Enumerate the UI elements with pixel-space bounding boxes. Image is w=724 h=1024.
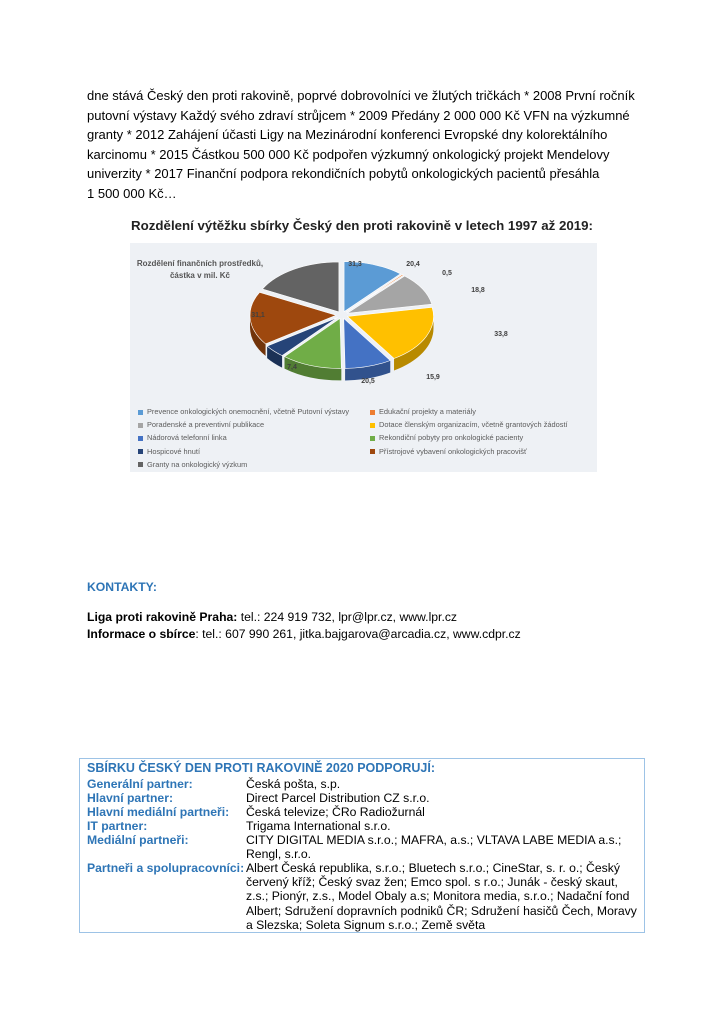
legend-label: Hospicové hnutí — [147, 446, 200, 456]
legend-item — [138, 459, 370, 471]
sponsor-label: Partneři a spolupracovníci: — [87, 861, 245, 875]
legend-swatch — [138, 462, 143, 467]
legend-item — [138, 419, 370, 431]
paragraph-line: putovní výstavy Každý svého zdraví strůjcem * 2009 Předány 2 000 000 Kč VFN na výzkumné — [87, 107, 630, 123]
contacts-title: KONTAKTY: — [87, 580, 157, 594]
pie-chart — [130, 243, 597, 472]
contact-label: Informace o sbírce — [87, 627, 196, 641]
sponsor-value: Česká televize; ČRo Radiožurnál — [246, 805, 425, 819]
sponsor-row — [87, 777, 639, 791]
contact-text: tel.: 224 919 732, lpr@lpr.cz, www.lpr.cz — [237, 610, 458, 624]
sponsor-label: Hlavní mediální partneři: — [87, 805, 230, 819]
legend-label: Prevence onkologických onemocnění, včetně Putovní výstavy — [147, 407, 350, 416]
legend-swatch — [138, 449, 143, 454]
contact-label: Liga proti rakovině Praha: — [87, 610, 238, 624]
sponsor-row — [87, 805, 639, 819]
paragraph-line: karcinomu * 2015 Částkou 500 000 Kč podpořen výzkumný onkologický projekt Mendelovy — [87, 146, 610, 162]
legend-item — [370, 446, 593, 458]
pie-data-label: 31,3 — [348, 261, 362, 268]
paragraph-line: granty * 2012 Zahájení účasti Ligy na Mezinárodní konferenci Evropské dny kolorektálního — [87, 127, 608, 142]
legend-label: Nádorová telefonní linka — [147, 433, 227, 443]
chart-heading: Rozdělení výtěžku sbírky Český den proti rakovině v letech 1997 až 2019: — [131, 218, 593, 233]
pie-data-label: 0,5 — [442, 270, 452, 277]
legend-item — [370, 419, 593, 431]
legend-swatch — [370, 410, 375, 415]
sponsor-label: Mediální partneři: — [87, 833, 189, 847]
legend-swatch — [370, 449, 375, 454]
sponsors-title: SBÍRKU ČESKÝ DEN PROTI RAKOVINĚ 2020 PODPORUJÍ: — [87, 761, 435, 775]
legend-swatch — [138, 436, 143, 441]
legend-item — [370, 432, 593, 444]
history-paragraph — [87, 86, 639, 203]
pie-data-label: 20,4 — [406, 261, 420, 268]
legend-label: Přístrojové vybavení onkologických pracovišť — [379, 446, 527, 456]
sponsor-value: Direct Parcel Distribution CZ s.r.o. — [246, 791, 430, 805]
sponsor-row — [87, 833, 639, 861]
pie-data-label: 18,8 — [471, 287, 485, 294]
contact-lpr — [87, 610, 457, 624]
pie-data-label: 33,8 — [494, 331, 508, 338]
sponsor-label: Hlavní partner: — [87, 791, 174, 805]
sponsor-label: IT partner: — [87, 819, 148, 833]
paragraph-line: 1 500 000 Kč… — [87, 185, 177, 201]
legend-swatch — [370, 423, 375, 428]
pie-data-label: 7,4 — [287, 364, 297, 371]
contact-text: : tel.: 607 990 261, jitka.bajgarova@arcadia.cz, www.cdpr.cz — [195, 627, 521, 641]
legend-item — [138, 432, 370, 444]
sponsor-value: CITY DIGITAL MEDIA s.r.o.; MAFRA, a.s.; VLTAVA LABE MEDIA a.s.; Rengl, s.r.o. — [246, 833, 622, 862]
pie-data-label: 15,9 — [426, 374, 440, 381]
pie-chart-canvas — [130, 243, 597, 406]
contact-collection — [87, 627, 521, 641]
paragraph-line: dne stává Český den proti rakovině, poprvé dobrovolníci ve žlutých tričkách * 2008 První ročník — [87, 88, 635, 103]
sponsors-box — [79, 758, 645, 933]
legend-item — [138, 406, 370, 418]
legend-label: Dotace členským organizacím, včetně grantových žádostí — [379, 420, 568, 430]
chart-title-line: Rozdělení finančních prostředků, — [136, 259, 264, 268]
chart-title-line: částka v mil. Kč — [169, 271, 231, 280]
legend-swatch — [138, 423, 143, 428]
sponsor-row — [87, 861, 639, 932]
legend-label: Granty na onkologický výzkum — [147, 459, 248, 469]
sponsor-label: Generální partner: — [87, 777, 193, 791]
legend-swatch — [370, 436, 375, 441]
sponsor-row — [87, 819, 639, 833]
legend-item — [370, 406, 593, 418]
legend-swatch — [138, 410, 143, 415]
legend-label: Rekondiční pobyty pro onkologické pacienty — [379, 433, 524, 443]
sponsor-value: Trigama International s.r.o. — [246, 819, 391, 833]
chart-legend — [138, 406, 593, 471]
pie-data-label: 31,1 — [251, 312, 265, 319]
pie-data-label: 20,5 — [361, 378, 375, 385]
sponsor-row — [87, 791, 639, 805]
sponsor-value: Česká pošta, s.p. — [246, 777, 341, 791]
sponsor-value: Albert Česká republika, s.r.o.; Bluetech s.r.o.; CineStar, s. r. o.; Český červený kříž; Český svaz žen; Emco spol. s r.o.; Junák - český skaut, z.s.; Pionýr, z.s., Model Obaly a.s; Monitora media, s.r.o.; Nadační fond Albert; Sdružení dopravních podniků ČR; Sdružení hasičů Čech, Moravy a Slezska; Soleta Signum s.r.o.; Země světa — [246, 861, 637, 932]
legend-label: Edukační projekty a materiály — [379, 407, 476, 416]
legend-item — [138, 446, 370, 458]
legend-label: Poradenské a preventivní publikace — [147, 420, 265, 430]
paragraph-line: univerzity * 2017 Finanční podpora rekondičních pobytů onkologických pacientů přesáhla — [87, 166, 600, 181]
